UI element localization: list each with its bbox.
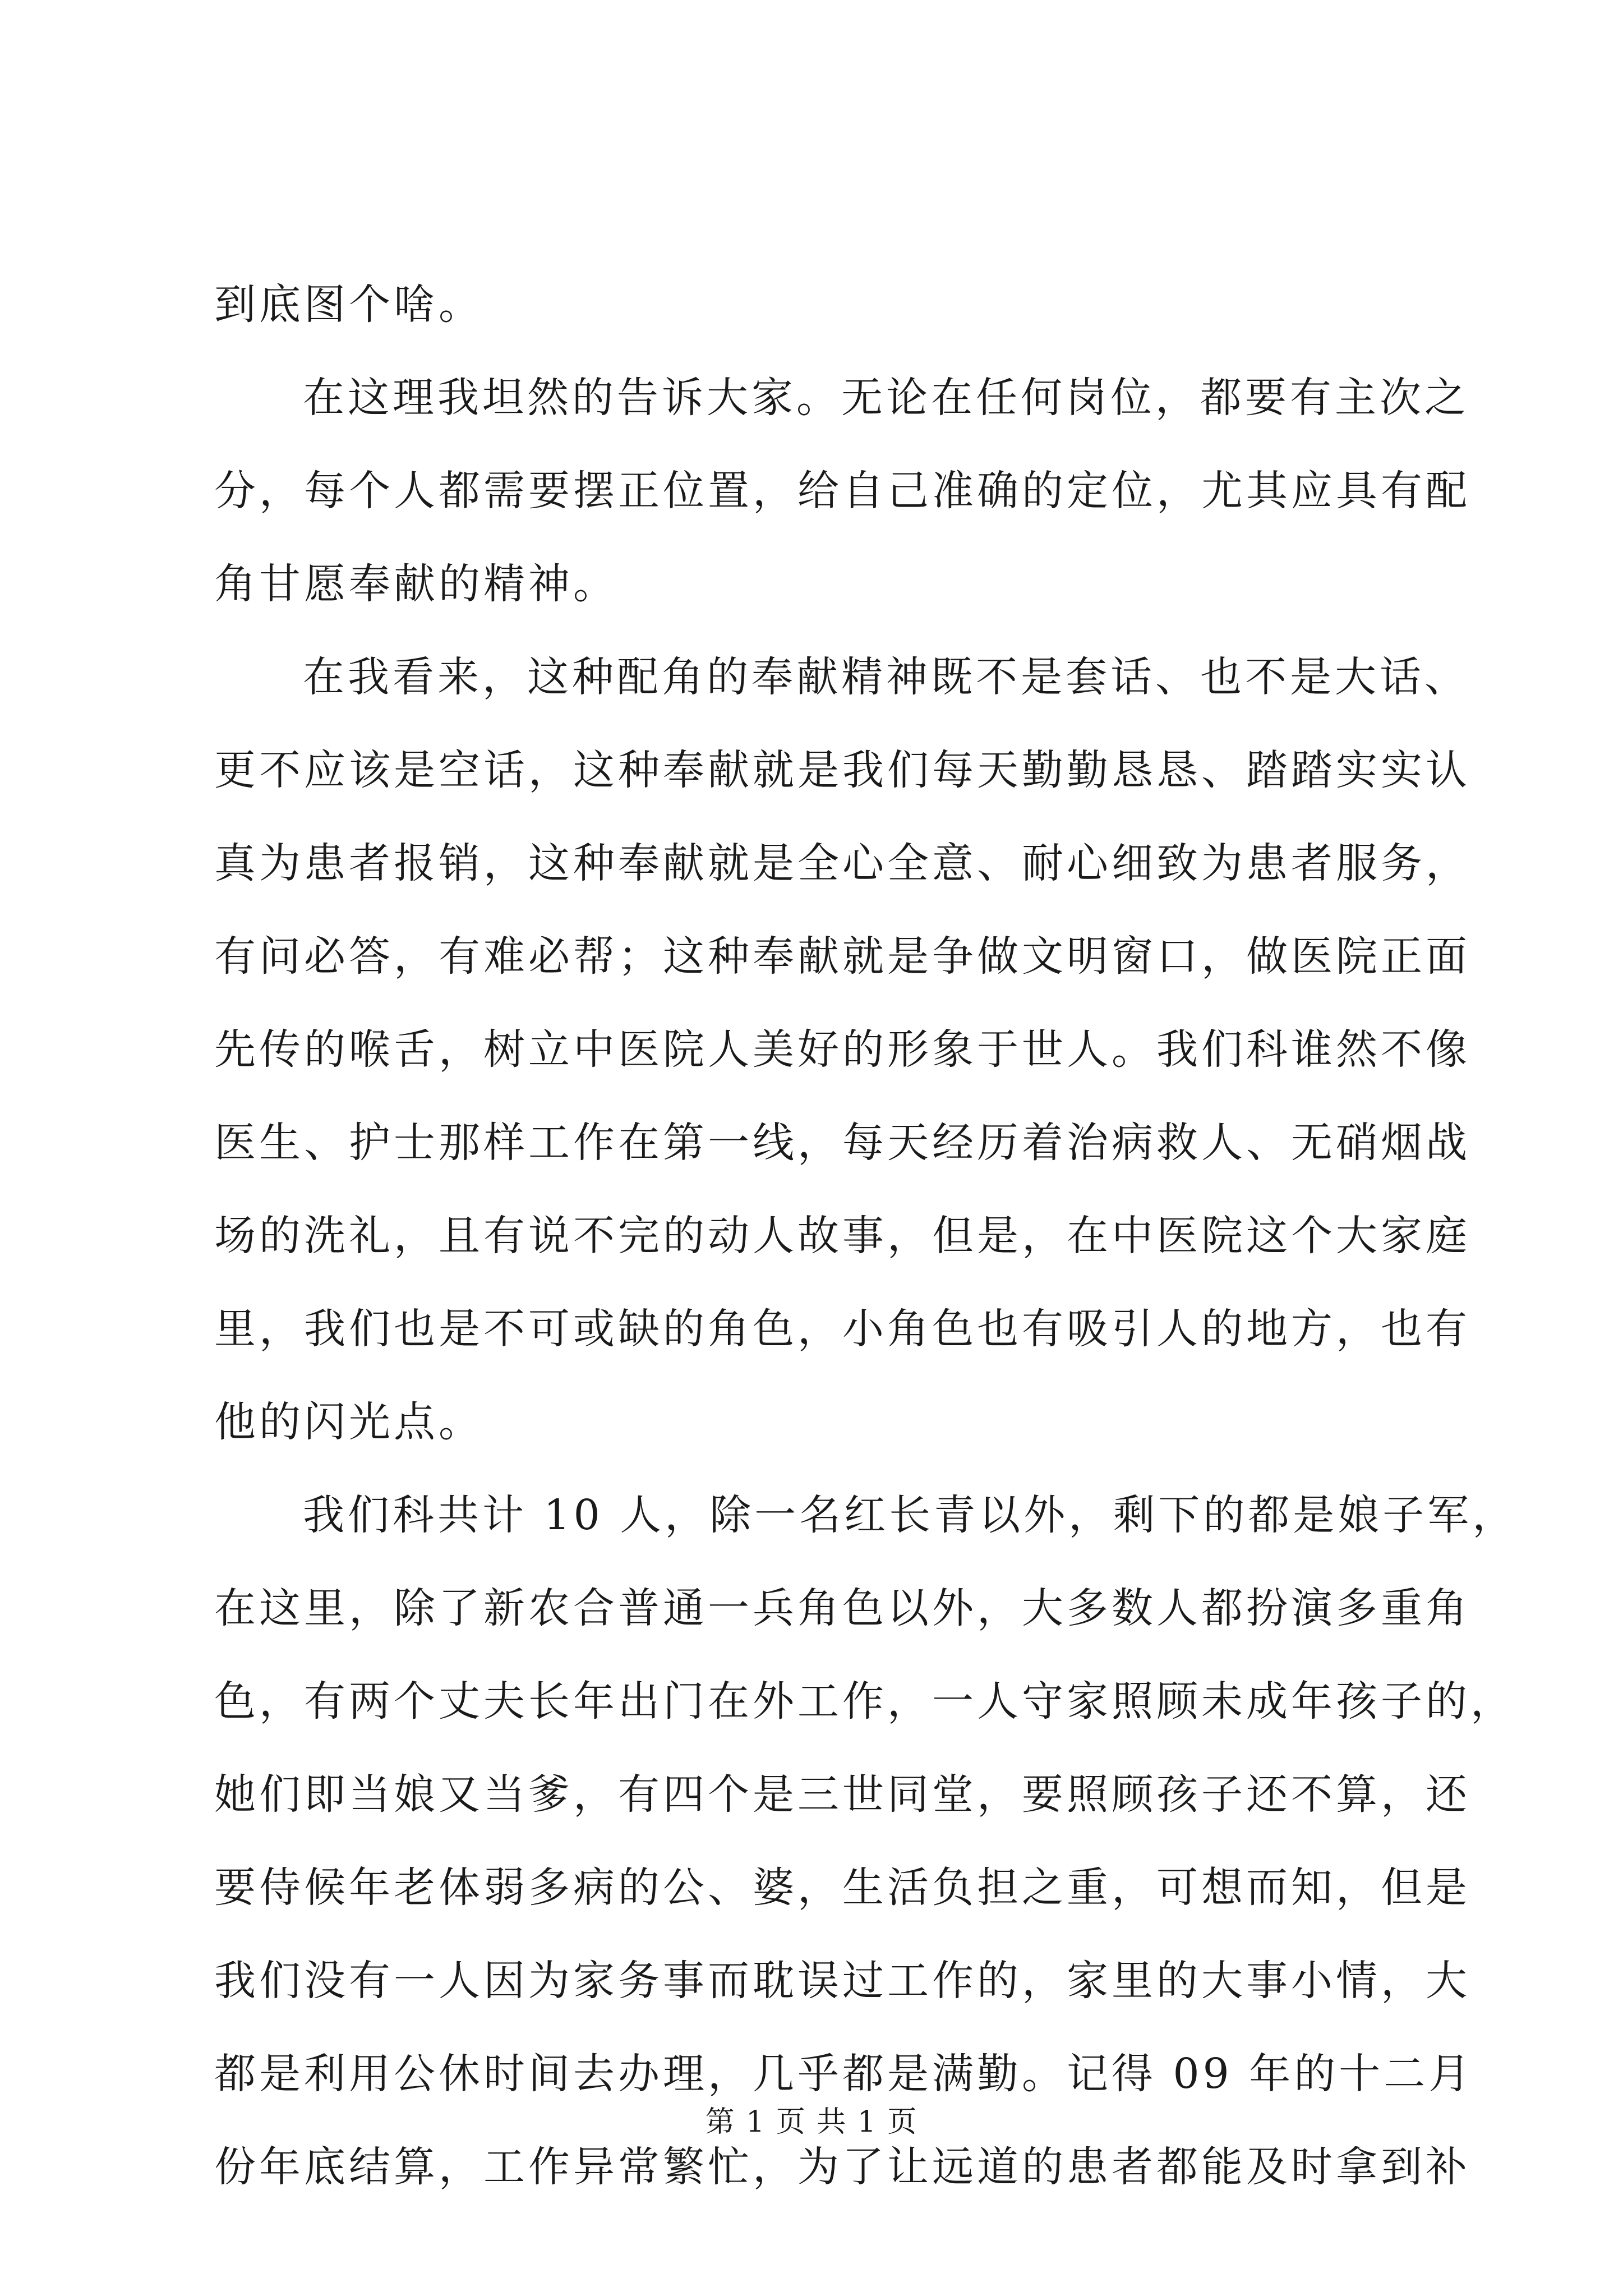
text-line: 他的闪光点。 <box>214 1398 483 1446</box>
text-line: 医生、护士那样工作在第一线，每天经历着治病救人、无硝烟战 <box>214 1119 1470 1167</box>
text-line: 有问必答，有难必帮；这种奉献就是争做文明窗口，做医院正面 <box>214 932 1470 981</box>
text-line: 她们即当娘又当爹，有四个是三世同堂，要照顾孩子还不算，还 <box>214 1770 1470 1819</box>
text-line: 里，我们也是不可或缺的角色，小角色也有吸引人的地方，也有 <box>214 1305 1470 1353</box>
paragraph-1 <box>214 258 1431 351</box>
page-number-label: 第 1 页 共 1 页 <box>705 2105 918 2139</box>
text-line: 在这里，除了新农合普通一兵角色以外，大多数人都扮演多重角 <box>214 1584 1470 1632</box>
document-body <box>214 258 1518 2214</box>
text-line: 角甘愿奉献的精神。 <box>214 560 618 608</box>
text-line: 都是利用公休时间去办理，几乎都是满勤。记得 09 年的十二月 <box>214 2050 1474 2098</box>
text-line: 真为患者报销，这种奉献就是全心全意、耐心细致为患者服务， <box>214 839 1470 887</box>
text-line: 我们没有一人因为家务事而耽误过工作的，家里的大事小情，大 <box>214 1957 1470 2005</box>
text-line: 先传的喉舌，树立中医院人美好的形象于世人。我们科谁然不像 <box>214 1025 1470 1074</box>
text-line: 更不应该是空话，这种奉献就是我们每天勤勤恳恳、踏踏实实认 <box>214 746 1470 794</box>
paragraph-2 <box>214 351 1470 631</box>
text-line: 分，每个人都需要摆正位置，给自己准确的定位，尤其应具有配 <box>214 467 1470 515</box>
page-footer <box>0 2098 1623 2140</box>
text-line: 在我看来，这种配角的奉献精神既不是套话、也不是大话、 <box>303 653 1469 701</box>
text-line: 份年底结算，工作异常繁忙，为了让远道的患者都能及时拿到补 <box>214 2143 1470 2191</box>
text-line: 我们科共计 10 人，除一名红长青以外，剩下的都是娘子军， <box>303 1491 1518 1539</box>
paragraph-3 <box>214 631 1470 1469</box>
text-line: 色，有两个丈夫长年出门在外工作，一人守家照顾未成年孩子的， <box>214 1677 1515 1726</box>
text-line: 要侍候年老体弱多病的公、婆，生活负担之重，可想而知，但是 <box>214 1864 1470 1912</box>
text-line: 在这理我坦然的告诉大家。无论在任何岗位，都要有主次之 <box>303 374 1469 422</box>
text-line: 到底图个啥。 <box>214 280 483 329</box>
text-line: 场的洗礼，且有说不完的动人故事，但是，在中医院这个大家庭 <box>214 1212 1470 1260</box>
